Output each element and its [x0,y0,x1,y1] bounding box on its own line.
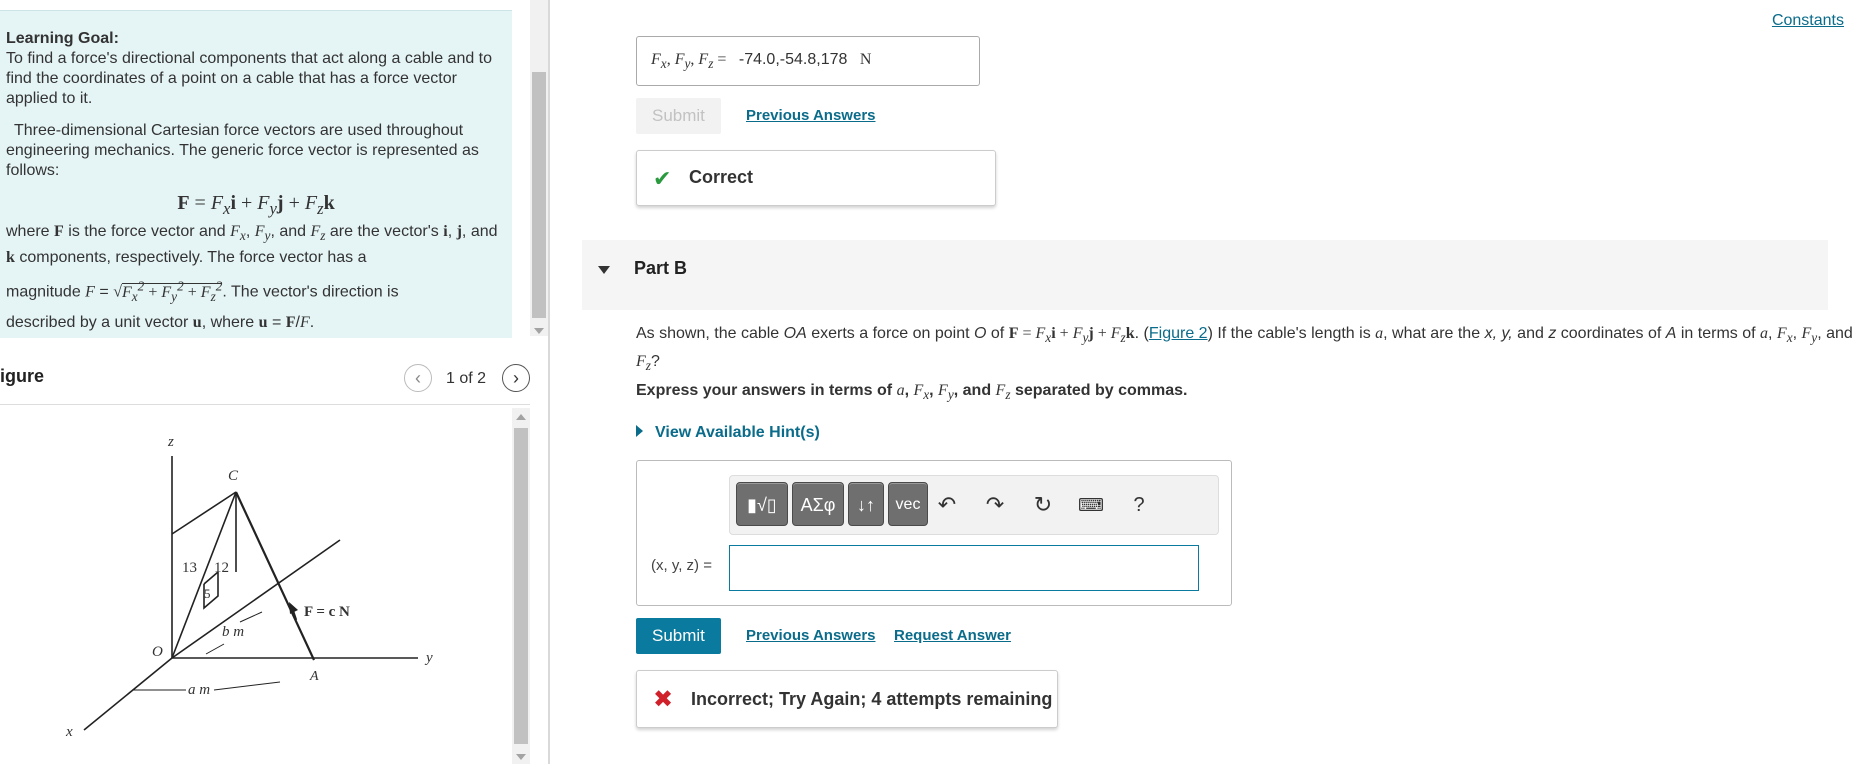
left-panel [0,0,552,764]
figure-label-a: A [310,669,319,684]
request-answer-link[interactable]: Request Answer [894,627,1011,644]
part-b-submit-button[interactable]: Submit [636,618,721,654]
incorrect-feedback [636,670,1058,728]
figure-label-force: F = c N [304,604,350,620]
templates-button[interactable]: ▮√▯ [736,482,788,526]
answer-value: -74.0,-54.8,178 [738,51,848,68]
incorrect-text: Incorrect; Try Again; 4 attempts remaining [691,689,1053,709]
figure-title: igure [0,366,45,386]
chevron-right-icon: › [513,368,519,388]
checkmark-icon: ✔ [653,166,672,191]
goal-scroll-thumb[interactable] [532,72,546,318]
right-panel [552,0,1860,764]
figure-diagram [0,412,510,764]
caret-down-icon [598,266,610,274]
reset-icon[interactable]: ↻ [1033,492,1053,517]
where-text: where F is the force vector and $F_x$, $F_y$, and $F_z$ are the vector's i, j, and k components, respectively. The force vector has a magnitude $F = √F_x^2 + F_y^2 + F_z^2$. The vector's direction is described by a unit vector u, where u = F/F. [6,223,498,331]
chevron-left-icon: ‹ [415,368,421,388]
updown-button[interactable]: ↓↑ [848,482,884,526]
x-mark-icon: ✖ [653,686,674,713]
part-b-previous-answers-link[interactable]: Previous Answers [746,627,876,644]
force-vector-equation: $F = F_xi + F_yj + F_zk$ [177,192,335,218]
view-hints-toggle[interactable]: View Available Hint(s) [636,424,820,442]
figure-label-c: C [228,468,239,484]
xyz-answer-input[interactable] [729,545,1199,591]
figure-pager: 1 of 2 [446,370,487,387]
greek-symbols-button[interactable]: ΑΣφ [792,482,844,526]
figure-label-5: 5 [204,586,211,601]
intro-text: Three-dimensional Cartesian force vectors are used throughout engineering mechanics. The generic force vector is represented as follows: [6,122,479,179]
keyboard-icon[interactable]: ⌨ [1078,495,1104,515]
next-figure-button[interactable] [502,364,530,392]
figure-label-bm: b m [222,624,245,640]
prev-figure-button[interactable] [404,364,432,392]
scroll-down-arrow[interactable] [534,328,544,334]
undo-icon[interactable]: ↶ [937,492,957,517]
learning-goal-box [0,10,512,338]
part-a-submit-button-disabled: Submit [636,98,721,134]
scroll-down-arrow[interactable] [516,754,526,760]
figure-label-o: O [152,644,163,660]
figure-header [0,354,530,404]
figure-scrollbar[interactable] [512,408,530,764]
part-b-header[interactable] [582,240,1828,310]
part-b-label: Part B [634,258,688,278]
figure-label-12: 12 [214,560,229,576]
learning-goal-title: Learning Goal: [6,30,119,47]
answer-unit: N [859,51,872,68]
part-a-answer-box [636,36,980,86]
learning-goal-text: To find a force's directional components that act along a cable and to find the coordinates of a point on a cable that has a force vector applied to it. [6,50,493,107]
math-toolbar [729,475,1219,535]
answer-label: $F_x$, $F_y$, $F_z$ = [651,51,727,72]
xyz-input-label: (x, y, z) = [651,557,712,574]
part-a-previous-answers-link[interactable]: Previous Answers [746,107,876,124]
correct-text: Correct [689,167,754,187]
figure-label-x: x [66,724,73,740]
correct-feedback [636,150,996,206]
figure-label-y: y [426,650,433,666]
panel-divider[interactable] [548,0,550,764]
figure-divider [0,404,530,405]
figure-scroll-thumb[interactable] [514,428,528,744]
help-button[interactable]: ? [1133,494,1145,516]
caret-right-icon [636,425,643,437]
figure-label-z: z [168,434,174,450]
express-instruction: Express your answers in terms of a, $F_x$, $F_y$, and $F_z$ separated by commas. [636,382,1188,403]
redo-icon[interactable]: ↷ [985,492,1005,517]
goal-scrollbar[interactable] [530,0,548,336]
part-b-question: As shown, the cable OA exerts a force on point O of $F = F_xi + F_yj + F_zk$. (Figure 2) If the cable's length is a, what are the x, y, and z coordinates of A in terms of a, $F_x$, $F_y$, and $F_z$? [636,325,1853,374]
scroll-up-arrow[interactable] [516,414,526,420]
vector-button[interactable]: vec [888,482,928,526]
math-editor [636,460,1232,606]
figure-2-link[interactable]: Figure 2 [1148,325,1208,342]
figure-label-13: 13 [182,560,197,576]
constants-link[interactable]: Constants [1771,12,1844,29]
figure-label-am: a m [188,682,211,698]
